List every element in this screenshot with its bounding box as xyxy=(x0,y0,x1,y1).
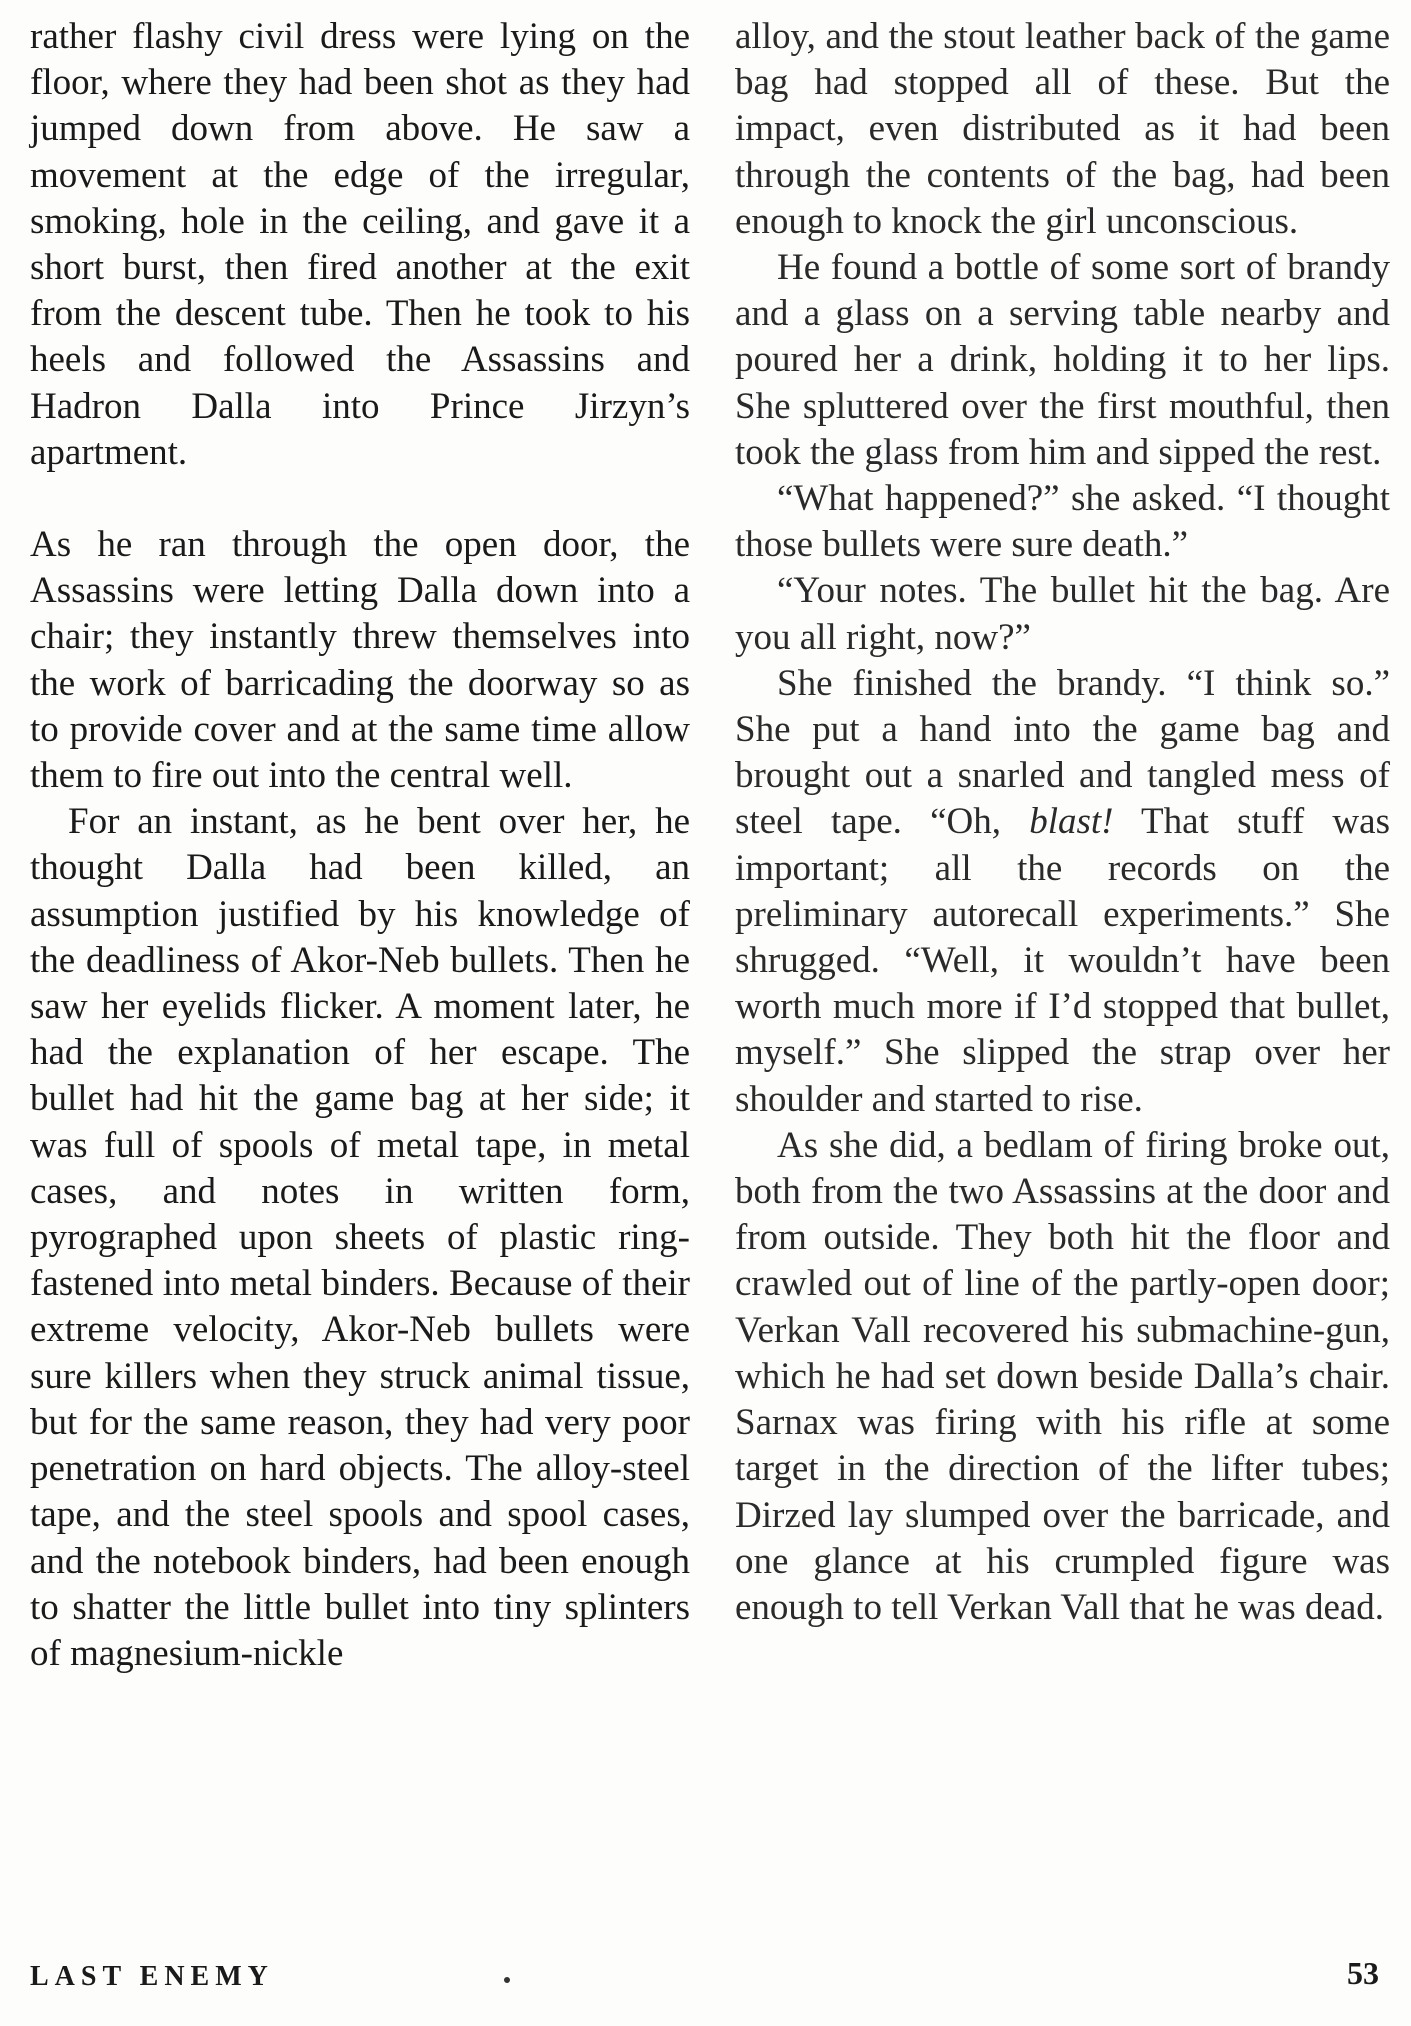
paragraph: As she did, a bedlam of firing broke out, both from the two Assassins at the door and from outside. They both hit the floor and crawled out of line of the partly-open door; Verkan Vall recovered his submachine-gun, which he had set down beside Dalla’s chair. Sarnax was firing with his rifle at some target in the direction of the lifter tubes; Dirzed lay slumped over the barricade, and one glance at his crumpled figure was enough to tell Verkan Vall that he was dead. xyxy=(735,1124,1390,1628)
paragraph: rather flashy civil dress were lying on the floor, where they had been shot as they had jumped down from above. He saw a movement at the edge of the irregular, smoking, hole in the ceiling, and gave it a short burst, then fired another at the exit from the descent tube. Then he took to his heels and followed the Assassins and Hadron Dalla into Prince Jirzyn’s apartment. xyxy=(30,16,690,473)
italic-text: blast! xyxy=(1029,801,1114,843)
paragraph: As he ran through the open door, the Assassins were letting Dalla down into a chair; they instantly threw themselves into the work of barricading the doorway so as to provide cover and at the same time allow them to fire out into the central well. xyxy=(30,524,690,797)
print-speck xyxy=(504,1977,510,1983)
section-break xyxy=(30,476,690,522)
paragraph: alloy, and the stout leather back of the game bag had stopped all of these. But the impact, even distributed as it had been through the contents of the bag, had been enough to knock the girl unconscious. xyxy=(735,16,1390,242)
running-title: LAST ENEMY xyxy=(30,1961,274,1992)
page-footer xyxy=(30,1955,1389,2005)
right-column xyxy=(735,14,1390,1631)
paragraph-text: She finished the brandy. “I think so.” She put a hand into the game bag and brought out a snarled and tangled mess of steel tape. “Oh, xyxy=(735,662,1390,843)
paragraph-text: That stuff was important; all the records on the preliminary autorecall experiments.” She shrugged. “Well, it wouldn’t have been worth much more if I’d stopped that bullet, myself.” She slipped the strap over her shoulder and started to rise. xyxy=(735,801,1390,1120)
paragraph: For an instant, as he bent over her, he thought Dalla had been killed, an assumption justified by his knowledge of the deadliness of Akor-Neb bullets. Then he saw her eyelids flicker. A moment later, he had the explanation of her escape. The bullet had hit the game bag at her side; it was full of spools of metal tape, in metal cases, and notes in written form, pyrographed upon sheets of plastic ring-fastened into metal binders. Because of their extreme velocity, Akor-Neb bullets were sure killers when they struck animal tissue, but for the same reason, they had very poor penetration on hard objects. The alloy-steel tape, and the steel spools and spool cases, and the notebook binders, had been enough to shatter the little bullet into tiny splinters of magnesium-nickle xyxy=(30,801,690,1674)
paragraph: “Your notes. The bullet hit the bag. Are you all right, now?” xyxy=(735,570,1390,658)
paragraph: “What happened?” she asked. “I thought those bullets were sure death.” xyxy=(735,478,1390,566)
page-number: 53 xyxy=(1347,1955,1379,1991)
paragraph: He found a bottle of some sort of brandy and a glass on a serving table nearby and poured her a drink, holding it to her lips. She spluttered over the first mouthful, then took the glass from him and sipped the rest. xyxy=(735,247,1390,473)
left-column xyxy=(30,14,690,1677)
paragraph xyxy=(735,661,1390,1123)
